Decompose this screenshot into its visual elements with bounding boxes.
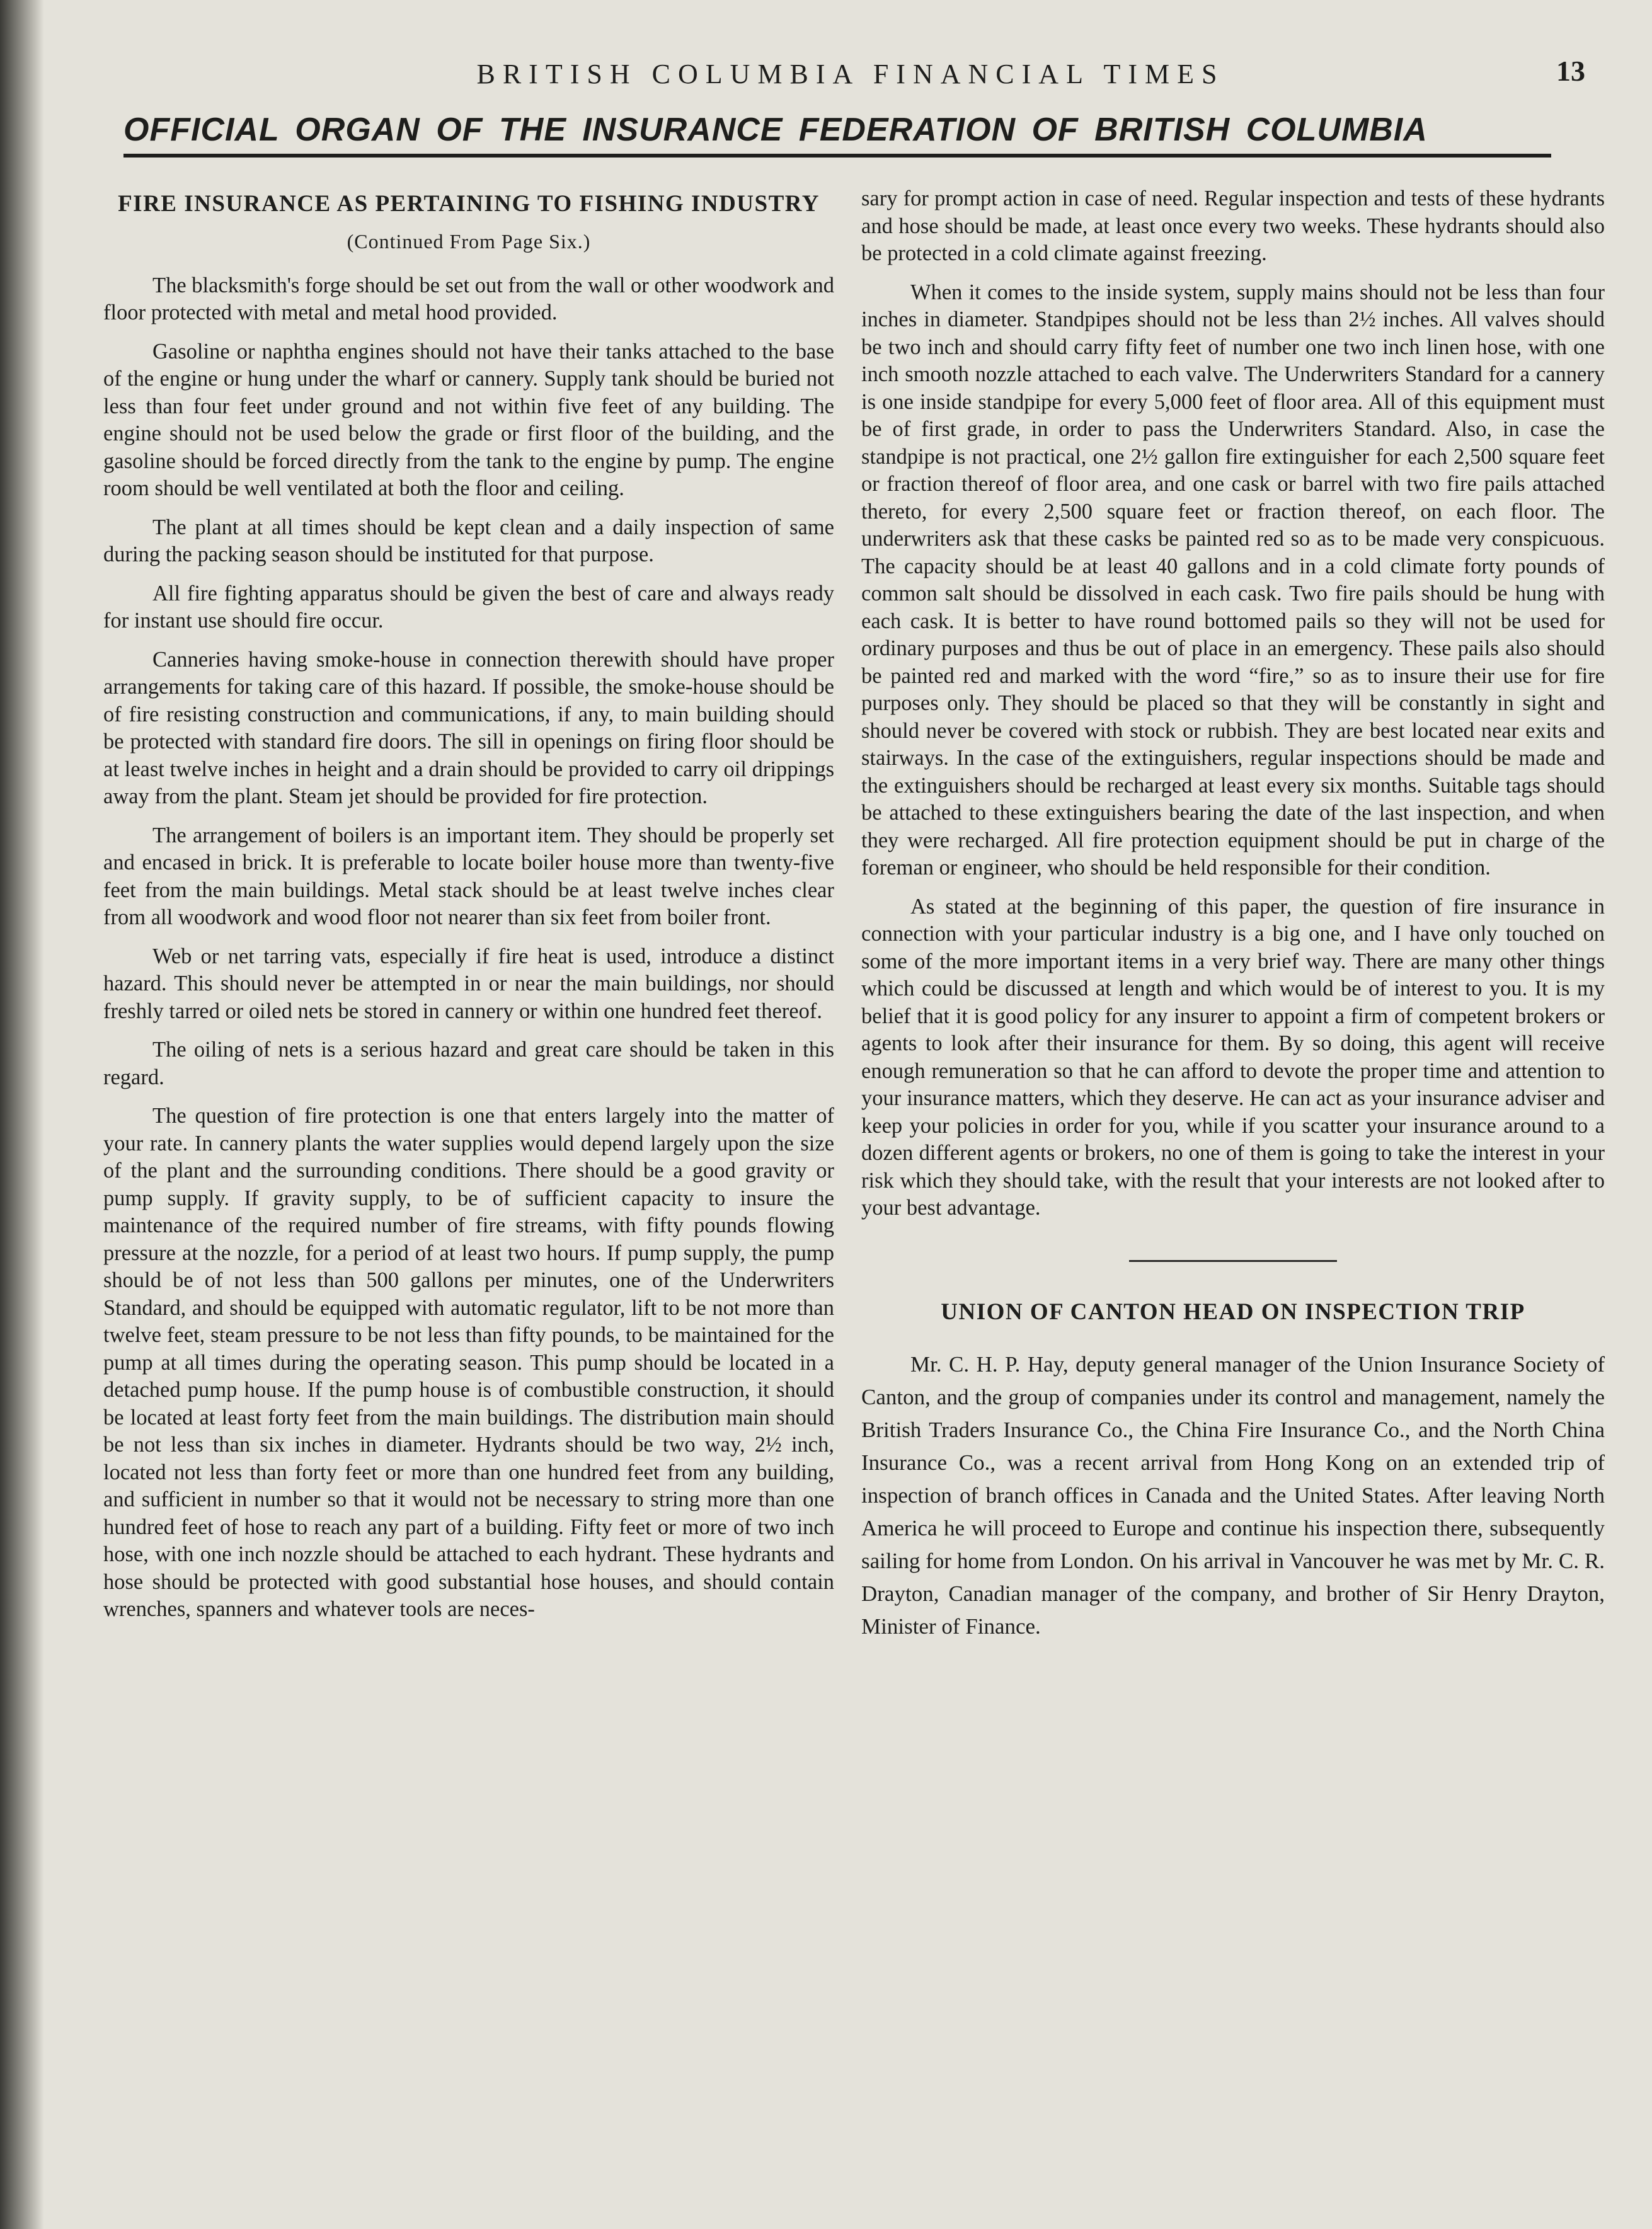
paragraph: When it comes to the inside system, supply mains should not be less than four inches in diameter. Standpipes should not be less than 2½ inches. All valves should be two inch and should carry fifty feet of number one two inch linen hose, with one inch smooth nozzle attached to each valve. The Underwriters Standard for a cannery is one inside standpipe for every 5,000 feet of floor area. All of this equipment must be of first grade, in order to pass the Underwriters Standard. Also, in case the standpipe is not practical, one 2½ gallon fire extinguisher for each 2,500 square feet or fraction thereof of floor area, and one cask or barrel with two fire pails attached thereto, for every 2,500 square feet or fraction thereof, on each floor. The underwriters ask that these casks be painted red so as to be made very conspicuous. The capacity should be at least 40 gallons and in a cold climate forty pounds of common salt should be dissolved in each cask. Two fire pails should be hung with each cask. It is better to have round bottomed pails so they will not be used for ordinary purposes and thus be out of place in an emergency. These pails also should be painted red and marked with the word “fire,” so as to insure their use for fire purposes only. They should be placed so that they will be constantly in sight and should never be covered with stock or rubbish. They are best located near exits and stairways. In the case of the extinguishers, regular inspections should be made and the extinguishers should be recharged at least every six months. Suitable tags should be attached to these extinguishers bearing the date of the last inspection, and when they were recharged. All fire protection equipment should be put in charge of the foreman or engineer, who should be held responsible for their condition. [861,280,1605,880]
right-column [861,185,1605,1654]
paragraph: The plant at all times should be kept clean and a daily inspection of same during the packing season should be instituted for that purpose. [103,515,834,566]
paragraph: As stated at the beginning of this paper, the question of fire insurance in connection with your particular industry is a big one, and I have only touched on some of the more important items in a very brief way. There are many other things which could be discussed at length and which would be of interest to you. It is my belief that it is good policy for any insurer to appoint a firm of competent brokers or agents to look after their insurance for them. By so doing, this agent will receive enough remuneration so that he can afford to devote the proper time and attention to your insurance matters, which they deserve. He can act as your insurance adviser and keep your policies in order for you, while if you scatter your insurance around to a dozen different agents or brokers, no one of them is going to take the interest in your risk which they should take, with the result that your interests are not looked after to your best advantage. [861,894,1605,1220]
paragraph: The blacksmith's forge should be set out from the wall or other woodwork and floor protected with metal and metal hood provided. [103,273,834,324]
page-number: 13 [1556,55,1585,87]
article-title: FIRE INSURANCE AS PERTAINING TO FISHING INDUSTRY [118,191,820,217]
paragraph: Mr. C. H. P. Hay, deputy general manager of the Union Insurance Society of Canton, and the group of companies under its control and management, namely the British Traders Insurance Co., the China Fire Insurance Co., and the North China Insurance Co., was a recent arrival from Hong Kong on an extended trip of inspection of branch offices in Canada and the United States. After leaving North America he will proceed to Europe and continue his inspection there, subsequently sailing for home from London. On his arrival in Vancouver he was met by Mr. C. R. Drayton, Canadian manager of the company, and brother of Sir Henry Drayton, Minister of Finance. [861,1352,1605,1639]
paragraph: The question of fire protection is one that enters largely into the matter of your rate. In cannery plants the water supplies would depend largely upon the size of the plant and the surrounding conditions. There should be a good gravity or pump supply. If gravity supply, to be of sufficient capacity to insure the maintenance of the required number of fire streams, with fifty pounds flowing pressure at the nozzle, for a period of at least two hours. If pump supply, the pump should be of not less than 500 gallons per minutes, one of the Underwriters Standard, and should be equipped with automatic regulator, lift to be not more than twelve feet, steam pressure to be not less than fifty pounds, to be maintained for the pump at all times during the operating season. This pump should be located in a detached pump house. If the pump house is of combustible construction, it should be located at least forty feet from the main buildings. The distribution main should be not less than six inches in diameter. Hydrants should be two way, 2½ inch, located not less than forty feet or more than one hundred feet from any building, and sufficient in number so that it would not be necessary to string more than one hundred feet of hose to reach any part of a building. Fifty feet or more of two inch hose, with one inch nozzle should be attached to each hydrant. These hydrants and hose should be protected with good substantial hose houses, and should contain wrenches, spanners and whatever tools are neces- [103,1104,834,1621]
section-divider [1129,1260,1337,1262]
paragraph: Gasoline or naphtha engines should not have their tanks attached to the base of the engine or hung under the wharf or cannery. Supply tank should be buried not less than four feet under ground and not within five feet of any building. The engine should not be used below the grade or first floor of the building, and the gasoline should be forced directly from the tank to the engine by pump. The engine room should be well ventilated at both the floor and ceiling. [103,339,834,500]
paragraph-continuation: sary for prompt action in case of need. Regular inspection and tests of these hydrants and hose should be made, at least once every two weeks. These hydrants should also be protected in a cold climate against freezing. [861,186,1605,265]
banner-title: OFFICIAL ORGAN OF THE INSURANCE FEDERATION OF BRITISH COLUMBIA [123,112,1428,148]
paragraph: Canneries having smoke-house in connection therewith should have proper arrangements for taking care of this hazard. If possible, the smoke-house should be of fire resisting construction and communications, if any, to main building should be protected with standard fire doors. The sill in openings on firing floor should be at least twelve inches in height and a drain should be provided to carry oil drippings away from the plant. Steam jet should be provided for fire protection. [103,647,834,808]
binding-shadow [0,0,44,2229]
left-column [103,189,834,1635]
union-article [861,1298,1605,1644]
masthead: BRITISH COLUMBIA FINANCIAL TIMES [476,59,1225,89]
continued-note: (Continued From Page Six.) [347,230,591,253]
paragraph: The oiling of nets is a serious hazard and great care should be taken in this regard. [103,1038,834,1089]
article-title: UNION OF CANTON HEAD ON INSPECTION TRIP [941,1298,1525,1325]
banner-rule [123,154,1551,158]
paragraph: All fire fighting apparatus should be given the best of care and always ready for instant use should fire occur. [103,581,834,633]
paragraph: The arrangement of boilers is an important item. They should be properly set and encased in brick. It is preferable to locate boiler house more than twenty-five feet from the main buildings. Metal stack should be at least twelve inches clear from all woodwork and wood floor not nearer than six feet from boiler front. [103,823,834,929]
paragraph: Web or net tarring vats, especially if fire heat is used, introduce a distinct hazard. This should never be attempted in or near the main buildings, nor should freshly tarred or oiled nets be stored in cannery or within one hundred feet thereof. [103,944,834,1023]
